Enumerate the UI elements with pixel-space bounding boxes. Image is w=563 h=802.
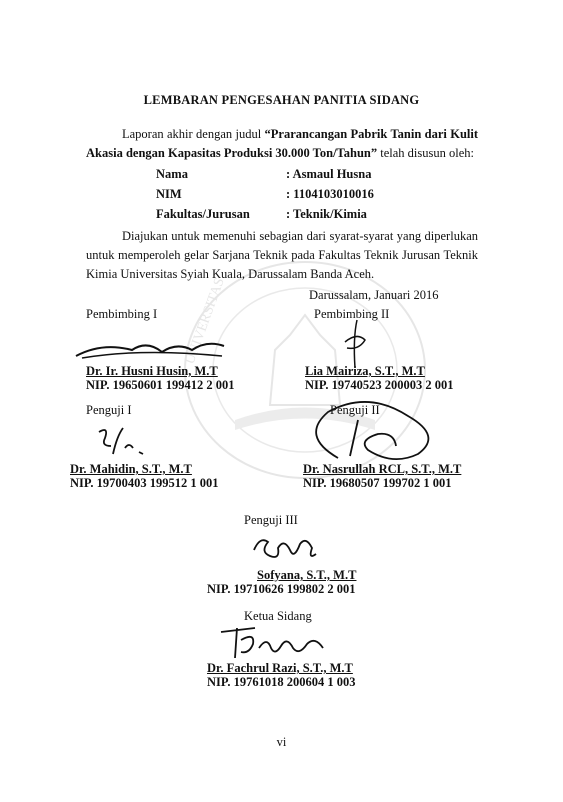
intro-outro: telah disusun oleh: bbox=[377, 146, 474, 160]
name-penguji-2: Dr. Nasrullah RCL, S.T., M.T bbox=[303, 462, 462, 476]
nip-penguji-2: NIP. 19680507 199702 1 001 bbox=[303, 476, 452, 490]
name-pembimbing-2: Lia Mairiza, S.T., M.T bbox=[305, 364, 425, 378]
page-title: LEMBARAN PENGESAHAN PANITIA SIDANG bbox=[143, 93, 420, 107]
role-penguji-3: Penguji III bbox=[244, 513, 298, 527]
place-date: Darussalam, Januari 2016 bbox=[309, 288, 439, 302]
role-ketua-sidang: Ketua Sidang bbox=[244, 609, 312, 623]
nip-pembimbing-2: NIP. 19740523 200003 2 001 bbox=[305, 378, 454, 392]
signature-pembimbing-1 bbox=[72, 330, 232, 362]
role-penguji-1: Penguji I bbox=[86, 403, 132, 417]
nip-ketua-sidang: NIP. 19761018 200604 1 003 bbox=[207, 675, 356, 689]
role-penguji-2: Penguji II bbox=[330, 403, 380, 417]
field-label-fakultas: Fakultas/Jurusan bbox=[156, 207, 250, 221]
page-number: vi bbox=[276, 735, 287, 749]
field-value-nama: : Asmaul Husna bbox=[286, 167, 372, 181]
signature-penguji-1 bbox=[95, 424, 155, 464]
field-value-fakultas: : Teknik/Kimia bbox=[286, 207, 367, 221]
role-pembimbing-1: Pembimbing I bbox=[86, 307, 158, 321]
name-penguji-1: Dr. Mahidin, S.T., M.T bbox=[70, 462, 192, 476]
role-pembimbing-2: Pembimbing II bbox=[314, 307, 390, 321]
intro-text: Laporan akhir dengan judul bbox=[122, 127, 265, 141]
field-value-nim: : 1104103010016 bbox=[286, 187, 374, 201]
nip-penguji-3: NIP. 19710626 199802 2 001 bbox=[207, 582, 356, 596]
name-penguji-3: Sofyana, S.T., M.T bbox=[257, 568, 357, 582]
name-ketua-sidang: Dr. Fachrul Razi, S.T., M.T bbox=[207, 661, 353, 675]
signature-penguji-3 bbox=[250, 530, 320, 570]
signature-pembimbing-2 bbox=[335, 318, 375, 370]
nip-penguji-1: NIP. 19700403 199512 1 001 bbox=[70, 476, 219, 490]
name-pembimbing-1: Dr. Ir. Husni Husin, M.T bbox=[86, 364, 218, 378]
field-label-nim: NIM bbox=[156, 187, 182, 201]
intro-paragraph bbox=[86, 125, 478, 163]
svg-text:UNIVERSITAS: UNIVERSITAS bbox=[182, 276, 228, 367]
field-label-nama: Nama bbox=[156, 167, 188, 181]
nip-pembimbing-1: NIP. 19650601 199412 2 001 bbox=[86, 378, 235, 392]
signature-ketua-sidang bbox=[215, 622, 345, 662]
signature-penguji-2 bbox=[298, 396, 448, 468]
purpose-paragraph: Diajukan untuk memenuhi sebagian dari syarat-syarat yang diperlukan untuk memperoleh gelar Sarjana Teknik pada Fakultas Teknik Jurusan Teknik Kimia Universitas Syiah Kuala, Darussalam Banda Aceh. bbox=[86, 229, 478, 281]
thesis-title: “Prarancangan Pabrik Tanin dari Kulit Akasia dengan Kapasitas Produksi 30.000 Ton/Tahun” bbox=[86, 127, 479, 160]
